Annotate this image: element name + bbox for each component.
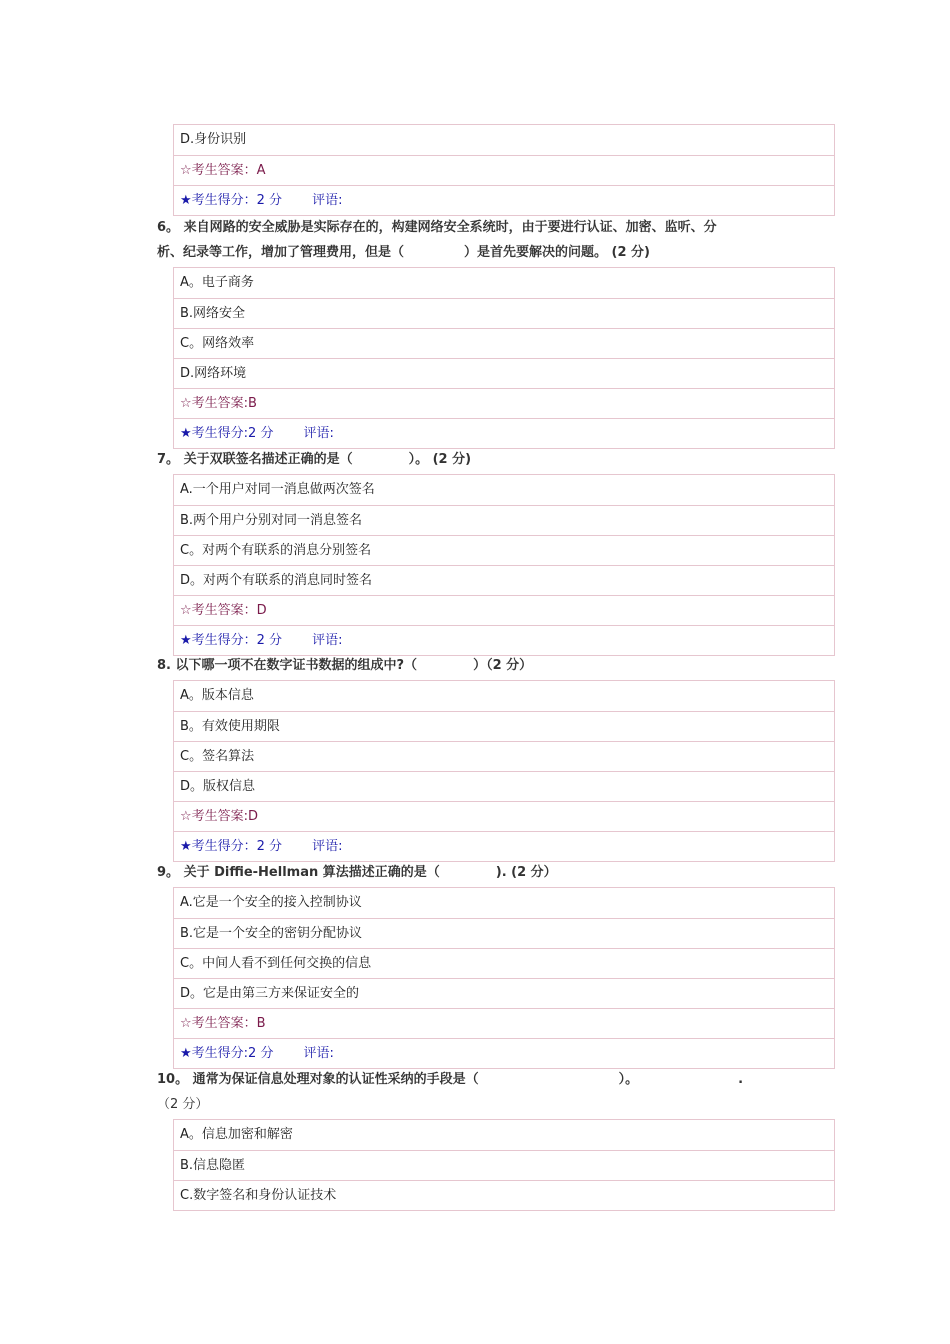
q10-question-text-b: ）。 — [618, 1072, 639, 1087]
q7-option-d: D。对两个有联系的消息同时签名 — [174, 565, 834, 595]
q7-comment-label: 评语: — [312, 633, 343, 648]
q7-question — [157, 447, 797, 472]
q6-option-a: A。电子商务 — [180, 275, 254, 290]
q6-option-b: B.网络安全 — [174, 298, 834, 328]
q8-student-answer: ☆考生答案:D — [174, 801, 834, 831]
q6-question-text-a: 析、纪录等工作，增加了管理费用，但是（ — [157, 245, 405, 260]
q7-question-text-a: 7。 关于双联签名描述正确的是（ — [157, 452, 353, 467]
q5-options-box — [173, 124, 835, 216]
q6-question-line1: 6。 来自网路的安全威胁是实际存在的，构建网络安全系统时，由于要进行认证、加密、监听、分 — [157, 220, 717, 235]
q5-score-row — [174, 185, 834, 215]
q7-student-answer: ☆考生答案：D — [174, 595, 834, 625]
q6-score-row — [174, 418, 834, 448]
q8-question-text-b: ）（2 分） — [473, 658, 533, 673]
q10-question-line2: （2 分） — [157, 1097, 209, 1112]
q6-question-line2 — [157, 240, 797, 265]
q6-options-box — [173, 267, 835, 449]
q10-option-c: C.数字签名和身份认证技术 — [174, 1180, 834, 1210]
q9-comment-label: 评语: — [303, 1046, 334, 1061]
q7-option-c: C。对两个有联系的消息分别签名 — [174, 535, 834, 565]
q9-score-row — [174, 1038, 834, 1068]
q6-option-c: C。网络效率 — [174, 328, 834, 358]
q10-options-box — [173, 1119, 835, 1211]
q9-option-b: B.它是一个安全的密钥分配协议 — [174, 918, 834, 948]
q8-options-box — [173, 680, 835, 862]
q8-option-d: D。版权信息 — [174, 771, 834, 801]
q7-question-text-b: ）。 (2 分) — [408, 452, 472, 467]
q7-option-a: A.一个用户对同一消息做两次签名 — [180, 482, 375, 497]
q9-option-a: A.它是一个安全的接入控制协议 — [180, 895, 362, 910]
q9-question — [157, 860, 797, 885]
q6-score: ★考生得分:2 分 — [180, 426, 274, 441]
q5-student-answer: ☆考生答案：A — [174, 155, 834, 185]
q6-student-answer: ☆考生答案:B — [174, 388, 834, 418]
q8-score: ★考生得分：2 分 — [180, 839, 283, 854]
q5-score: ★考生得分：2 分 — [180, 193, 283, 208]
q5-comment-label: 评语: — [312, 193, 343, 208]
q9-option-c: C。中间人看不到任何交换的信息 — [174, 948, 834, 978]
q8-question-text-a: 8. 以下哪一项不在数字证书数据的组成中?（ — [157, 658, 418, 673]
q9-question-text-a: 9。 关于 Diffie-Hellman 算法描述正确的是（ — [157, 865, 440, 880]
q8-comment-label: 评语: — [312, 839, 343, 854]
q10-option-a: A。信息加密和解密 — [180, 1127, 293, 1142]
q9-option-d: D。它是由第三方来保证安全的 — [174, 978, 834, 1008]
q10-question-text-a: 10。 通常为保证信息处理对象的认证性采纳的手段是（ — [157, 1072, 479, 1087]
q7-option-b: B.两个用户分别对同一消息签名 — [174, 505, 834, 535]
q9-score: ★考生得分:2 分 — [180, 1046, 274, 1061]
q8-score-row — [174, 831, 834, 861]
q9-options-box — [173, 887, 835, 1069]
q6-comment-label: 评语: — [303, 426, 334, 441]
q6-question-text-b: ）是首先要解决的问题。 (2 分) — [464, 245, 650, 260]
q8-option-a: A。版本信息 — [180, 688, 254, 703]
q7-score-row — [174, 625, 834, 655]
q7-score: ★考生得分：2 分 — [180, 633, 283, 648]
q6-option-d: D.网络环境 — [174, 358, 834, 388]
q8-option-c: C。签名算法 — [174, 741, 834, 771]
q8-option-b: B。有效使用期限 — [174, 711, 834, 741]
q9-student-answer: ☆考生答案：B — [174, 1008, 834, 1038]
q10-question-text-c: . — [738, 1072, 744, 1087]
q10-question-line1 — [157, 1067, 797, 1092]
q7-options-box — [173, 474, 835, 656]
q8-question — [157, 653, 797, 678]
q10-option-b: B.信息隐匿 — [174, 1150, 834, 1180]
q9-question-text-b: ). (2 分） — [495, 865, 557, 880]
q5-option-d: D.身份识别 — [180, 132, 247, 147]
